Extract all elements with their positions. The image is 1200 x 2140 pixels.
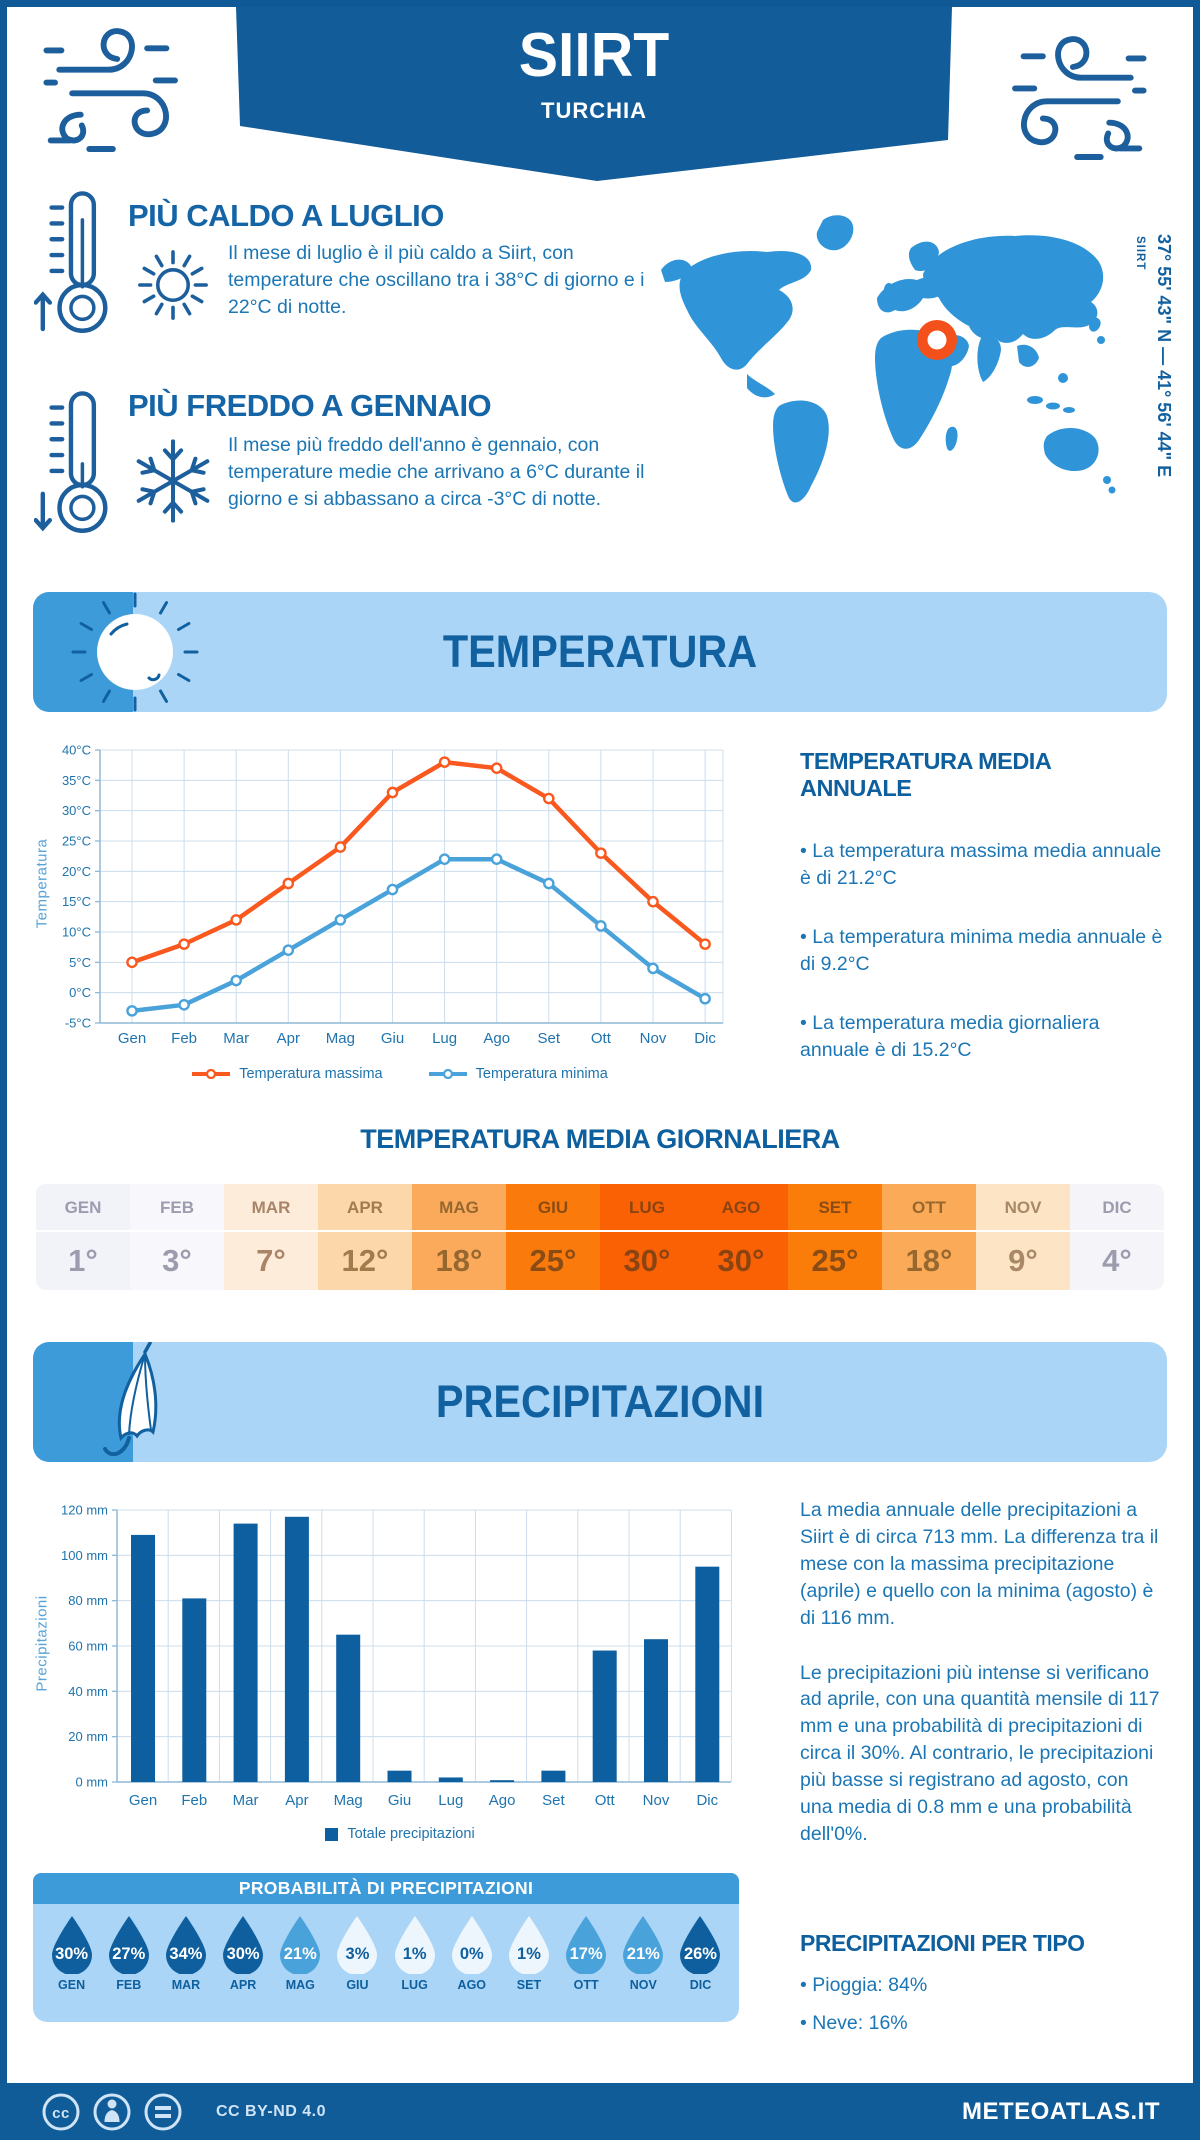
cold-text: Il mese più freddo dell'anno è gennaio, con temperature medie che arrivano a 6°C durante il giorno e si abbassano a circa -3°C di notte.: [228, 434, 645, 510]
month-value-cell: 30°: [694, 1232, 788, 1290]
svg-text:Mag: Mag: [325, 1030, 355, 1047]
precipitation-per-type-block: [800, 1930, 1165, 2037]
month-value-cell: 9°: [976, 1232, 1070, 1290]
droplet-percent: 21%: [283, 1945, 317, 1963]
month-header-cell: NOV: [976, 1184, 1070, 1232]
svg-text:Gen: Gen: [128, 1792, 158, 1809]
svg-text:5°C: 5°C: [69, 954, 91, 970]
month-value-cell: 4°: [1070, 1232, 1164, 1290]
month-value-cell: 25°: [788, 1232, 882, 1290]
temperature-chart-ylabel: Temperatura: [33, 838, 51, 929]
droplet-month: FEB: [116, 1978, 142, 1992]
droplet-icon: [393, 1914, 437, 1974]
svg-text:cc: cc: [52, 2104, 70, 2122]
precipitation-per-type-title: PRECIPITAZIONI PER TIPO: [800, 1930, 1085, 1956]
sun-icon: [130, 242, 216, 328]
month-column: [318, 1184, 412, 1290]
droplet-month: OTT: [573, 1978, 599, 1992]
monthly-temperature-table: [36, 1184, 1164, 1290]
legend-item-min: [429, 1066, 608, 1082]
svg-text:Dic: Dic: [696, 1792, 719, 1809]
droplet-icon: [507, 1914, 551, 1974]
legend-label-min: Temperatura minima: [475, 1066, 608, 1082]
month-column: [1070, 1184, 1164, 1290]
precipitation-probability-title: PROBABILITÀ DI PRECIPITAZIONI: [33, 1873, 739, 1904]
droplet-percent: 17%: [569, 1945, 603, 1963]
svg-text:Nov: Nov: [639, 1030, 667, 1047]
droplet-percent: 26%: [683, 1945, 717, 1963]
annual-temperature-bullets: [800, 838, 1165, 1063]
month-header-cell: LUG: [600, 1184, 694, 1232]
svg-text:Dic: Dic: [694, 1030, 716, 1047]
svg-text:15°C: 15°C: [61, 894, 91, 910]
svg-text:20 mm: 20 mm: [68, 1729, 108, 1745]
droplet-icon: [678, 1914, 722, 1974]
droplet-month: MAR: [171, 1978, 201, 1992]
per-type-item: • Neve: 16%: [800, 2011, 908, 2034]
precipitation-per-type-items: [800, 1972, 1165, 2037]
droplet-month: GEN: [58, 1978, 86, 1992]
month-value-cell: 12°: [318, 1232, 412, 1290]
precipitation-chart: [55, 1495, 745, 1825]
svg-text:Set: Set: [542, 1792, 565, 1809]
svg-text:30°C: 30°C: [61, 803, 91, 819]
per-type-item: • Pioggia: 84%: [800, 1974, 928, 1996]
svg-text:80 mm: 80 mm: [68, 1593, 108, 1609]
droplet-month: DIC: [689, 1978, 712, 1992]
month-header-cell: APR: [318, 1184, 412, 1232]
hot-title: PIÙ CALDO A LUGLIO: [128, 198, 444, 233]
droplet-percent: 30%: [226, 1945, 260, 1963]
droplet-icon: [621, 1914, 665, 1974]
probability-droplet: [615, 1904, 672, 2022]
svg-text:Apr: Apr: [276, 1030, 300, 1047]
month-value-cell: 30°: [600, 1232, 694, 1290]
annual-bullet: • La temperatura minima media annuale è di 9.2°C: [800, 925, 1163, 975]
legend-item-precip: [325, 1826, 474, 1842]
probability-droplet: [157, 1904, 214, 2022]
probability-droplet: [443, 1904, 500, 2022]
droplet-month: LUG: [401, 1978, 428, 1992]
probability-droplet: [500, 1904, 557, 2022]
svg-text:25°C: 25°C: [61, 833, 91, 849]
month-header-cell: DIC: [1070, 1184, 1164, 1232]
snowflake-icon: [128, 436, 218, 526]
droplet-icon: [107, 1914, 151, 1974]
svg-text:Set: Set: [537, 1030, 561, 1047]
precipitation-chart-legend: [55, 1826, 745, 1842]
month-header-cell: GIU: [506, 1184, 600, 1232]
month-column: [36, 1184, 130, 1290]
droplet-icon: [278, 1914, 322, 1974]
svg-text:Ago: Ago: [488, 1792, 516, 1809]
svg-text:Ott: Ott: [590, 1030, 611, 1047]
daily-temperature-title: TEMPERATURA MEDIA GIORNALIERA: [360, 1124, 840, 1154]
month-header-cell: OTT: [882, 1184, 976, 1232]
droplet-month: NOV: [629, 1978, 657, 1992]
precipitation-paragraph: La media annuale delle precipitazioni a Siirt è di circa 713 mm. La differenza tra il mese con la massima precipitazione (aprile) e quello con la minima (agosto) è di 116 mm.: [800, 1499, 1159, 1629]
droplet-month: SET: [516, 1978, 542, 1992]
month-column: [882, 1184, 976, 1290]
precipitation-paragraph: Le precipitazioni più intense si verificano ad aprile, con una quantità mensile di 117 mm e una probabilità di precipitazioni di circa il 30%. Al contrario, le precipitazioni più basse si registrano ad agosto, con una media di 0.8 mm e una probabilità dell'0%.: [800, 1661, 1160, 1845]
annual-bullet: • La temperatura media giornaliera annuale è di 15.2°C: [800, 1011, 1100, 1061]
month-header-cell: SET: [788, 1184, 882, 1232]
svg-text:Lug: Lug: [432, 1030, 458, 1047]
svg-text:Mar: Mar: [223, 1030, 250, 1047]
droplet-percent: 27%: [112, 1945, 146, 1963]
annual-temperature-block: [800, 748, 1165, 1063]
droplet-month: AGO: [457, 1978, 487, 1992]
probability-droplet: [215, 1904, 272, 2022]
probability-droplet: [272, 1904, 329, 2022]
temperature-chart: [55, 735, 745, 1065]
svg-text:120 mm: 120 mm: [61, 1502, 108, 1518]
probability-droplet: [43, 1904, 100, 2022]
sun-banner-icon: [33, 592, 233, 718]
probability-droplet: [386, 1904, 443, 2022]
svg-text:Gen: Gen: [117, 1030, 147, 1047]
svg-text:40 mm: 40 mm: [68, 1683, 108, 1699]
month-value-cell: 18°: [882, 1232, 976, 1290]
droplet-icon: [50, 1914, 94, 1974]
precipitation-probability-droplets: [33, 1904, 739, 2022]
droplet-month: MAG: [285, 1978, 315, 1992]
svg-text:Feb: Feb: [171, 1030, 198, 1047]
droplet-percent: 34%: [169, 1945, 203, 1963]
cc-by-nd-icons: [40, 2091, 200, 2133]
probability-droplet: [100, 1904, 157, 2022]
page-subtitle: TURCHIA: [541, 98, 647, 123]
svg-text:100 mm: 100 mm: [61, 1547, 108, 1563]
svg-text:Mag: Mag: [333, 1792, 363, 1809]
legend-marker-min: [429, 1069, 467, 1079]
droplet-percent: 1%: [517, 1945, 541, 1963]
probability-droplet: [558, 1904, 615, 2022]
month-value-cell: 25°: [506, 1232, 600, 1290]
droplet-month: APR: [229, 1978, 257, 1992]
droplet-icon: [221, 1914, 265, 1974]
svg-text:Nov: Nov: [642, 1792, 670, 1809]
month-column: [976, 1184, 1070, 1290]
droplet-icon: [564, 1914, 608, 1974]
month-column: [412, 1184, 506, 1290]
svg-text:60 mm: 60 mm: [68, 1638, 108, 1654]
footer-license-label: CC BY-ND 4.0: [216, 2102, 327, 2120]
svg-text:Mar: Mar: [232, 1792, 259, 1809]
month-value-cell: 7°: [224, 1232, 318, 1290]
legend-label-precip: Totale precipitazioni: [347, 1826, 475, 1842]
month-column: [506, 1184, 600, 1290]
page-title: SIIRT: [518, 21, 670, 90]
svg-text:40°C: 40°C: [61, 742, 91, 758]
annual-temperature-title: TEMPERATURA MEDIA ANNUALE: [800, 748, 1051, 801]
svg-text:0°C: 0°C: [69, 985, 91, 1001]
footer-site-label: METEOATLAS.IT: [961, 2097, 1160, 2125]
month-header-cell: MAR: [224, 1184, 318, 1232]
month-column: [600, 1184, 694, 1290]
footer-license: [40, 2091, 326, 2133]
footer: [0, 2083, 1200, 2140]
precipitation-chart-ylabel: Precipitazioni: [33, 1595, 51, 1692]
svg-text:Ott: Ott: [594, 1792, 615, 1809]
droplet-percent: 3%: [345, 1945, 370, 1963]
month-value-cell: 1°: [36, 1232, 130, 1290]
svg-text:Ago: Ago: [483, 1030, 511, 1047]
temperature-chart-legend: [55, 1066, 745, 1082]
svg-text:-5°C: -5°C: [64, 1015, 91, 1031]
month-column: [788, 1184, 882, 1290]
month-column: [130, 1184, 224, 1290]
droplet-icon: [164, 1914, 208, 1974]
precipitation-text-block: [800, 1497, 1165, 1848]
precipitation-probability-box: [33, 1873, 739, 2022]
thermometer-hot-icon: [34, 188, 122, 338]
month-header-cell: GEN: [36, 1184, 130, 1232]
month-header-cell: MAG: [412, 1184, 506, 1232]
svg-text:Giu: Giu: [380, 1030, 405, 1047]
droplet-icon: [450, 1914, 494, 1974]
hot-text: Il mese di luglio è il più caldo a Siirt, con temperature che oscillano tra i 38°C di giorno e i 22°C di notte.: [228, 242, 645, 318]
svg-text:Apr: Apr: [285, 1792, 309, 1809]
legend-item-max: [192, 1066, 382, 1082]
wind-icon: [40, 14, 190, 164]
legend-label-max: Temperatura massima: [239, 1066, 383, 1082]
cold-title: PIÙ FREDDO A GENNAIO: [128, 388, 492, 423]
svg-text:20°C: 20°C: [61, 863, 91, 879]
legend-marker-max: [192, 1069, 230, 1079]
droplet-percent: 30%: [55, 1945, 89, 1963]
droplet-percent: 1%: [402, 1945, 427, 1963]
month-value-cell: 3°: [130, 1232, 224, 1290]
month-column: [694, 1184, 788, 1290]
umbrella-banner-icon: [33, 1342, 233, 1468]
thermometer-cold-icon: [34, 388, 122, 538]
probability-droplet: [329, 1904, 386, 2022]
coordinates-city-label: SIIRT: [1134, 236, 1146, 271]
coordinates-label: 37° 55' 43" N — 41° 56' 44" E: [1154, 234, 1174, 478]
droplet-percent: 21%: [626, 1945, 660, 1963]
svg-text:10°C: 10°C: [61, 924, 91, 940]
droplet-icon: [335, 1914, 379, 1974]
month-header-cell: FEB: [130, 1184, 224, 1232]
world-map: [655, 178, 1125, 518]
temperature-section-title: TEMPERATURA: [442, 626, 758, 677]
annual-bullet: • La temperatura massima media annuale è di 21.2°C: [800, 840, 1162, 889]
legend-marker-precip: [325, 1828, 338, 1841]
svg-text:35°C: 35°C: [61, 772, 91, 788]
svg-text:Feb: Feb: [181, 1792, 208, 1809]
month-column: [224, 1184, 318, 1290]
svg-text:0 mm: 0 mm: [75, 1774, 108, 1790]
wind-icon: [1000, 22, 1150, 172]
month-header-cell: AGO: [694, 1184, 788, 1232]
svg-text:Giu: Giu: [387, 1792, 412, 1809]
droplet-percent: 0%: [459, 1945, 484, 1963]
svg-text:Lug: Lug: [438, 1792, 464, 1809]
precipitation-section-title: PRECIPITAZIONI: [435, 1376, 765, 1427]
month-value-cell: 18°: [412, 1232, 506, 1290]
probability-droplet: [672, 1904, 729, 2022]
droplet-month: GIU: [346, 1978, 369, 1992]
